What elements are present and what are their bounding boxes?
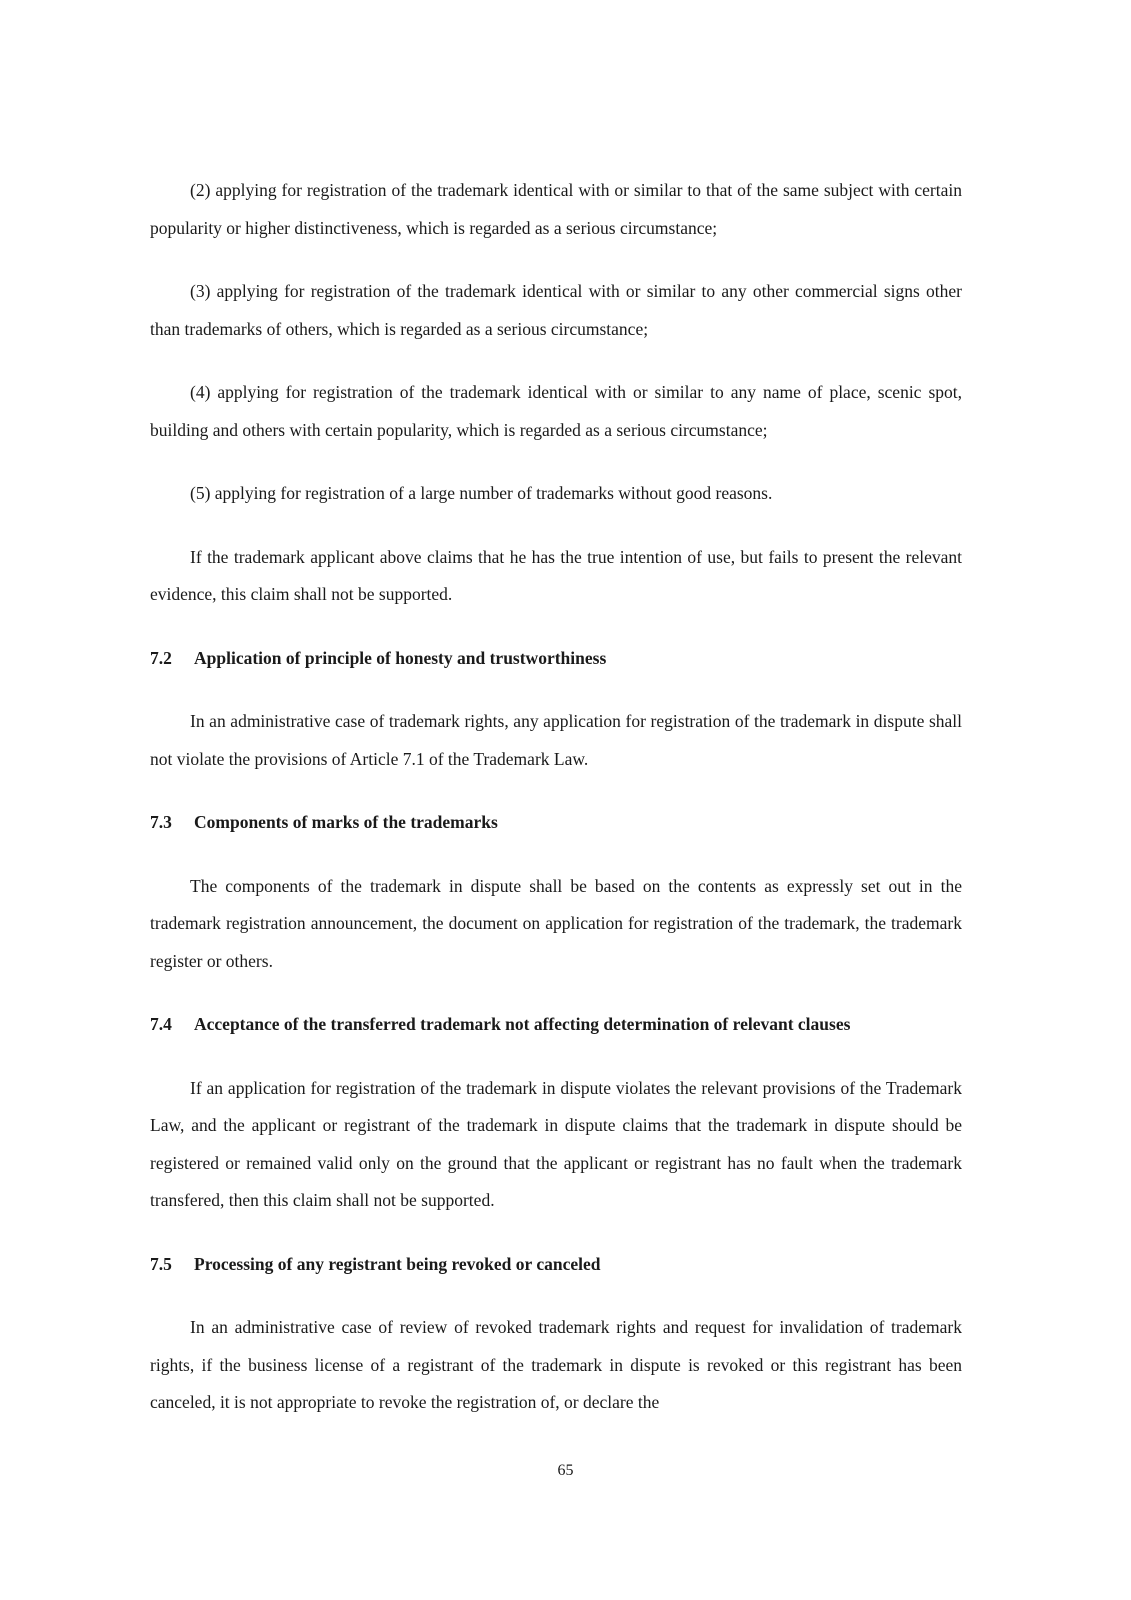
section-number: 7.2 — [150, 647, 172, 668]
section-body-7-2: In an administrative case of trademark rights, any application for registration of the trademark in dispute shall not violate the provisions of Article 7.1 of the Trademark Law. — [150, 711, 962, 769]
section-number: 7.4 — [150, 1014, 172, 1034]
list-item-5: (5) applying for registration of a large number of trademarks without good reasons. — [190, 483, 773, 503]
section-heading-7-3 — [150, 804, 962, 842]
intent-paragraph: If the trademark applicant above claims that he has the true intention of use, but fails to present the relevant evidence, this claim shall not be supported. — [150, 546, 962, 604]
section-heading-7-5 — [150, 1246, 962, 1284]
section-body-7-3: The components of the trademark in dispute shall be based on the contents as expressly set out in the trademark registration announcement, the document on application for registration of the trademark, the trademark register or others. — [150, 875, 962, 971]
section-title: Processing of any registrant being revoked or canceled — [194, 1253, 601, 1274]
page-body — [150, 172, 962, 1448]
section-title: Components of marks of the trademarks — [194, 812, 498, 832]
section-title: Acceptance of the transferred trademark not affecting determination of relevant clauses — [194, 1014, 851, 1034]
section-heading-7-2 — [150, 640, 962, 678]
section-body-7-5: In an administrative case of review of revoked trademark rights and request for invalidation of trademark rights, if the business license of a registrant of the trademark in dispute is revoked or this registrant has been canceled, it is not appropriate to revoke the registration of, or declare the — [150, 1317, 962, 1412]
list-item-3: (3) applying for registration of the trademark identical with or similar to any other commercial signs other than trademarks of others, which is regarded as a serious circumstance; — [150, 281, 962, 339]
section-title: Application of principle of honesty and trustworthiness — [194, 647, 607, 668]
list-item-2: (2) applying for registration of the trademark identical with or similar to that of the same subject with certain popularity or higher distinctiveness, which is regarded as a serious circumstance; — [150, 180, 962, 238]
list-item-4: (4) applying for registration of the trademark identical with or similar to any name of place, scenic spot, building and others with certain popularity, which is regarded as a serious circumstance; — [150, 382, 962, 440]
section-heading-7-4 — [150, 1006, 962, 1044]
section-number: 7.5 — [150, 1253, 172, 1274]
section-body-7-4: If an application for registration of the trademark in dispute violates the relevant provisions of the Trademark Law, and the applicant or registrant of the trademark in dispute claims that the trademark in dispute should be registered or remained valid only on the ground that the applicant or registrant has no fault when the trademark transfered, then this claim shall not be supported. — [150, 1077, 962, 1210]
page-number: 65 — [557, 1462, 574, 1479]
section-number: 7.3 — [150, 812, 172, 832]
